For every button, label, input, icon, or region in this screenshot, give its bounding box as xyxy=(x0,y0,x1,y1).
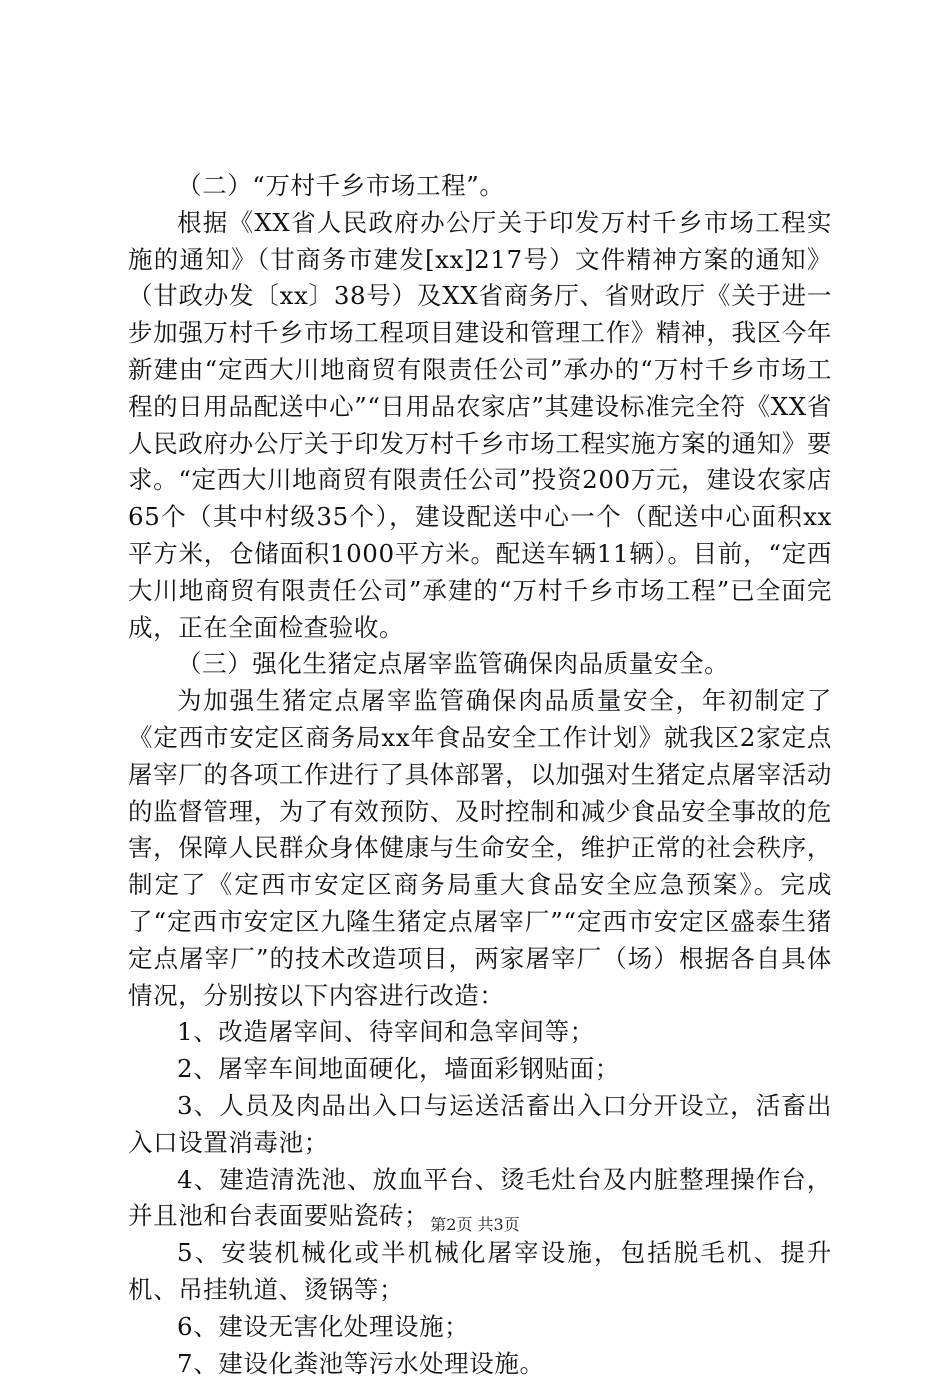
section-heading-2: （二）“万村千乡市场工程”。 xyxy=(128,168,832,205)
section-heading-3: （三）强化生猪定点屠宰监管确保肉品质量安全。 xyxy=(128,646,832,683)
paragraph: 根据《XX省人民政府办公厅关于印发万村千乡市场工程实施的通知》（甘商务市建发[xx]217号）文件精神方案的通知》（甘政办发〔xx〕38号）及XX省商务厅、省财政厅《关于进一步加强万村千乡市场工程项目建设和管理工作》精神，我区今年新建由“定西大川地商贸有限责任公司”承办的“万村千乡市场工程的日用品配送中心”“日用品农家店”其建设标准完全符《XX省人民政府办公厅关于印发万村千乡市场工程实施方案的通知》要求。“定西大川地商贸有限责任公司”投资200万元，建设农家店65个（其中村级35个），建设配送中心一个（配送中心面积xx平方米，仓储面积1000平方米。配送车辆11辆）。目前，“定西大川地商贸有限责任公司”承建的“万村千乡市场工程”已全面完成，正在全面检查验收。 xyxy=(128,205,832,647)
document-body xyxy=(128,168,832,1382)
list-item: 2、屠宰车间地面硬化，墙面彩钢贴面； xyxy=(128,1051,832,1088)
list-item: 4、建造清洗池、放血平台、烫毛灶台及内脏整理操作台，并且池和台表面要贴瓷砖； xyxy=(128,1162,832,1236)
paragraph: 为加强生猪定点屠宰监管确保肉品质量安全，年初制定了《定西市安定区商务局xx年食品安全工作计划》就我区2家定点屠宰厂的各项工作进行了具体部署，以加强对生猪定点屠宰活动的监督管理，为了有效预防、及时控制和减少食品安全事故的危害，保障人民群众身体健康与生命安全，维护正常的社会秩序，制定了《定西市安定区商务局重大食品安全应急预案》。完成了“定西市安定区九隆生猪定点屠宰厂”“定西市安定区盛泰生猪定点屠宰厂”的技术改造项目，两家屠宰厂（场）根据各自具体情况，分别按以下内容进行改造： xyxy=(128,683,832,1014)
list-item: 5、安装机械化或半机械化屠宰设施，包括脱毛机、提升机、吊挂轨道、烫锅等； xyxy=(128,1235,832,1309)
list-item: 6、建设无害化处理设施； xyxy=(128,1309,832,1346)
list-item: 1、改造屠宰间、待宰间和急宰间等； xyxy=(128,1014,832,1051)
list-item: 3、人员及肉品出入口与运送活畜出入口分开设立，活畜出入口设置消毒池； xyxy=(128,1088,832,1162)
page-footer: 第2页 共3页 xyxy=(0,1212,950,1235)
list-item: 7、建设化粪池等污水处理设施。 xyxy=(128,1346,832,1382)
